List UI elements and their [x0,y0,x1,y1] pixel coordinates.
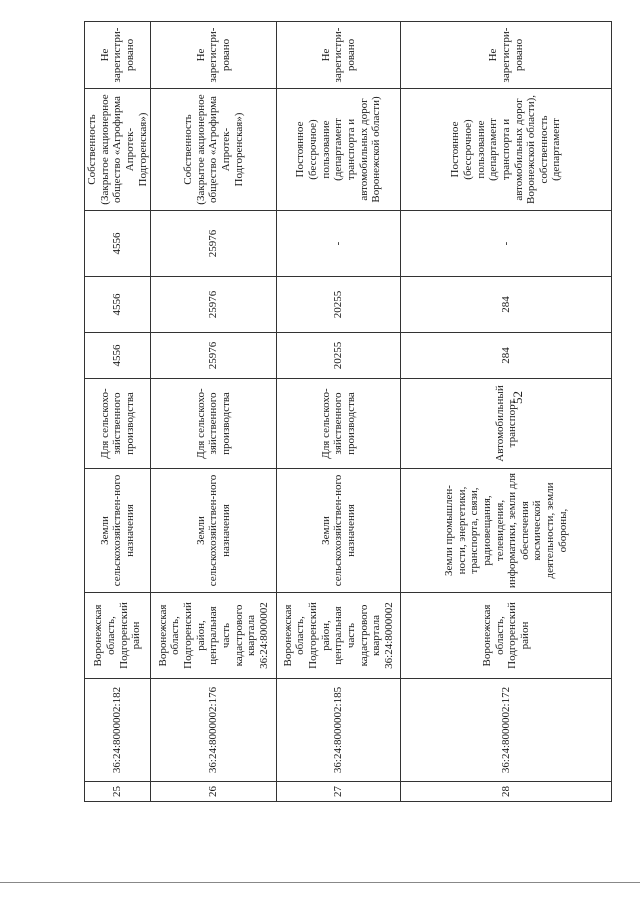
area-total: 20255 [277,333,401,379]
location: Воронежская область, Подгоренский район [401,593,612,679]
registration-status: Не зарегистри-ровано [85,22,151,89]
land-category: Земли промышлен-ности, энергетики, транспорта, связи, радиовещания, телевидения, информатики, земли для обеспечения космической деятельности, земли обороны, [401,469,612,593]
registration-status: Не зарегистри-ровано [151,22,277,89]
permitted-use: Автомобильный транспорт [401,379,612,469]
right-holder: Постоянное (бессрочное) пользование (департамент транспорта и автомобильных дорог Воронежской области), собственность (департамент [401,89,612,211]
area-other: - [277,211,401,277]
page-bottom-rule [0,882,640,883]
permitted-use: Для сельскохо-зяйственного производства [277,379,401,469]
land-category: Земли сельскохозяйствен-ного назначения [151,469,277,593]
row-number: 25 [85,782,151,802]
area-withdrawn: 284 [401,277,612,333]
right-holder: Постоянное (бессрочное) пользование (департамент транспорта и автомобильных дорог Воронежской области) [277,89,401,211]
cadastral-number: 36:24:8000002:185 [277,679,401,782]
land-plots-table [84,21,612,802]
registration-status: Не зарегистри-ровано [401,22,612,89]
location: Воронежская область, Подгоренский район, центральная часть кадастрового квартала 36:24:8000002 [277,593,401,679]
cadastral-number: 36:24:8000002:182 [85,679,151,782]
row-number: 27 [277,782,401,802]
row-number: 26 [151,782,277,802]
area-total: 25976 [151,333,277,379]
land-category: Земли сельскохозяйствен-ного назначения [85,469,151,593]
area-other: 4556 [85,211,151,277]
area-withdrawn: 25976 [151,277,277,333]
page-number: 52 [510,391,525,404]
land-category: Земли сельскохозяйствен-ного назначения [277,469,401,593]
location: Воронежская область, Подгоренский район, центральная часть кадастрового квартала 36:24:8000002 [151,593,277,679]
table-row [85,22,151,802]
table-row [151,22,277,802]
area-total: 4556 [85,333,151,379]
area-withdrawn: 20255 [277,277,401,333]
permitted-use: Для сельскохо-зяйственного производства [85,379,151,469]
right-holder: Собственность (Закрытое акционерное общество «Агрофирма Апротек-Подгоренская») [85,89,151,211]
cadastral-number: 36:24:8000002:176 [151,679,277,782]
right-holder: Собственность (Закрытое акционерное общество «Агрофирма Апротек-Подгоренская») [151,89,277,211]
table-row [277,22,401,802]
location: Воронежская область, Подгоренский район [85,593,151,679]
land-table-wrapper [84,22,605,802]
cadastral-number: 36:24:8000002:172 [401,679,612,782]
area-other: - [401,211,612,277]
row-number: 28 [401,782,612,802]
permitted-use: Для сельскохо-зяйственного производства [151,379,277,469]
registration-status: Не зарегистри-ровано [277,22,401,89]
area-other: 25976 [151,211,277,277]
area-total: 284 [401,333,612,379]
table-row [401,22,612,802]
area-withdrawn: 4556 [85,277,151,333]
